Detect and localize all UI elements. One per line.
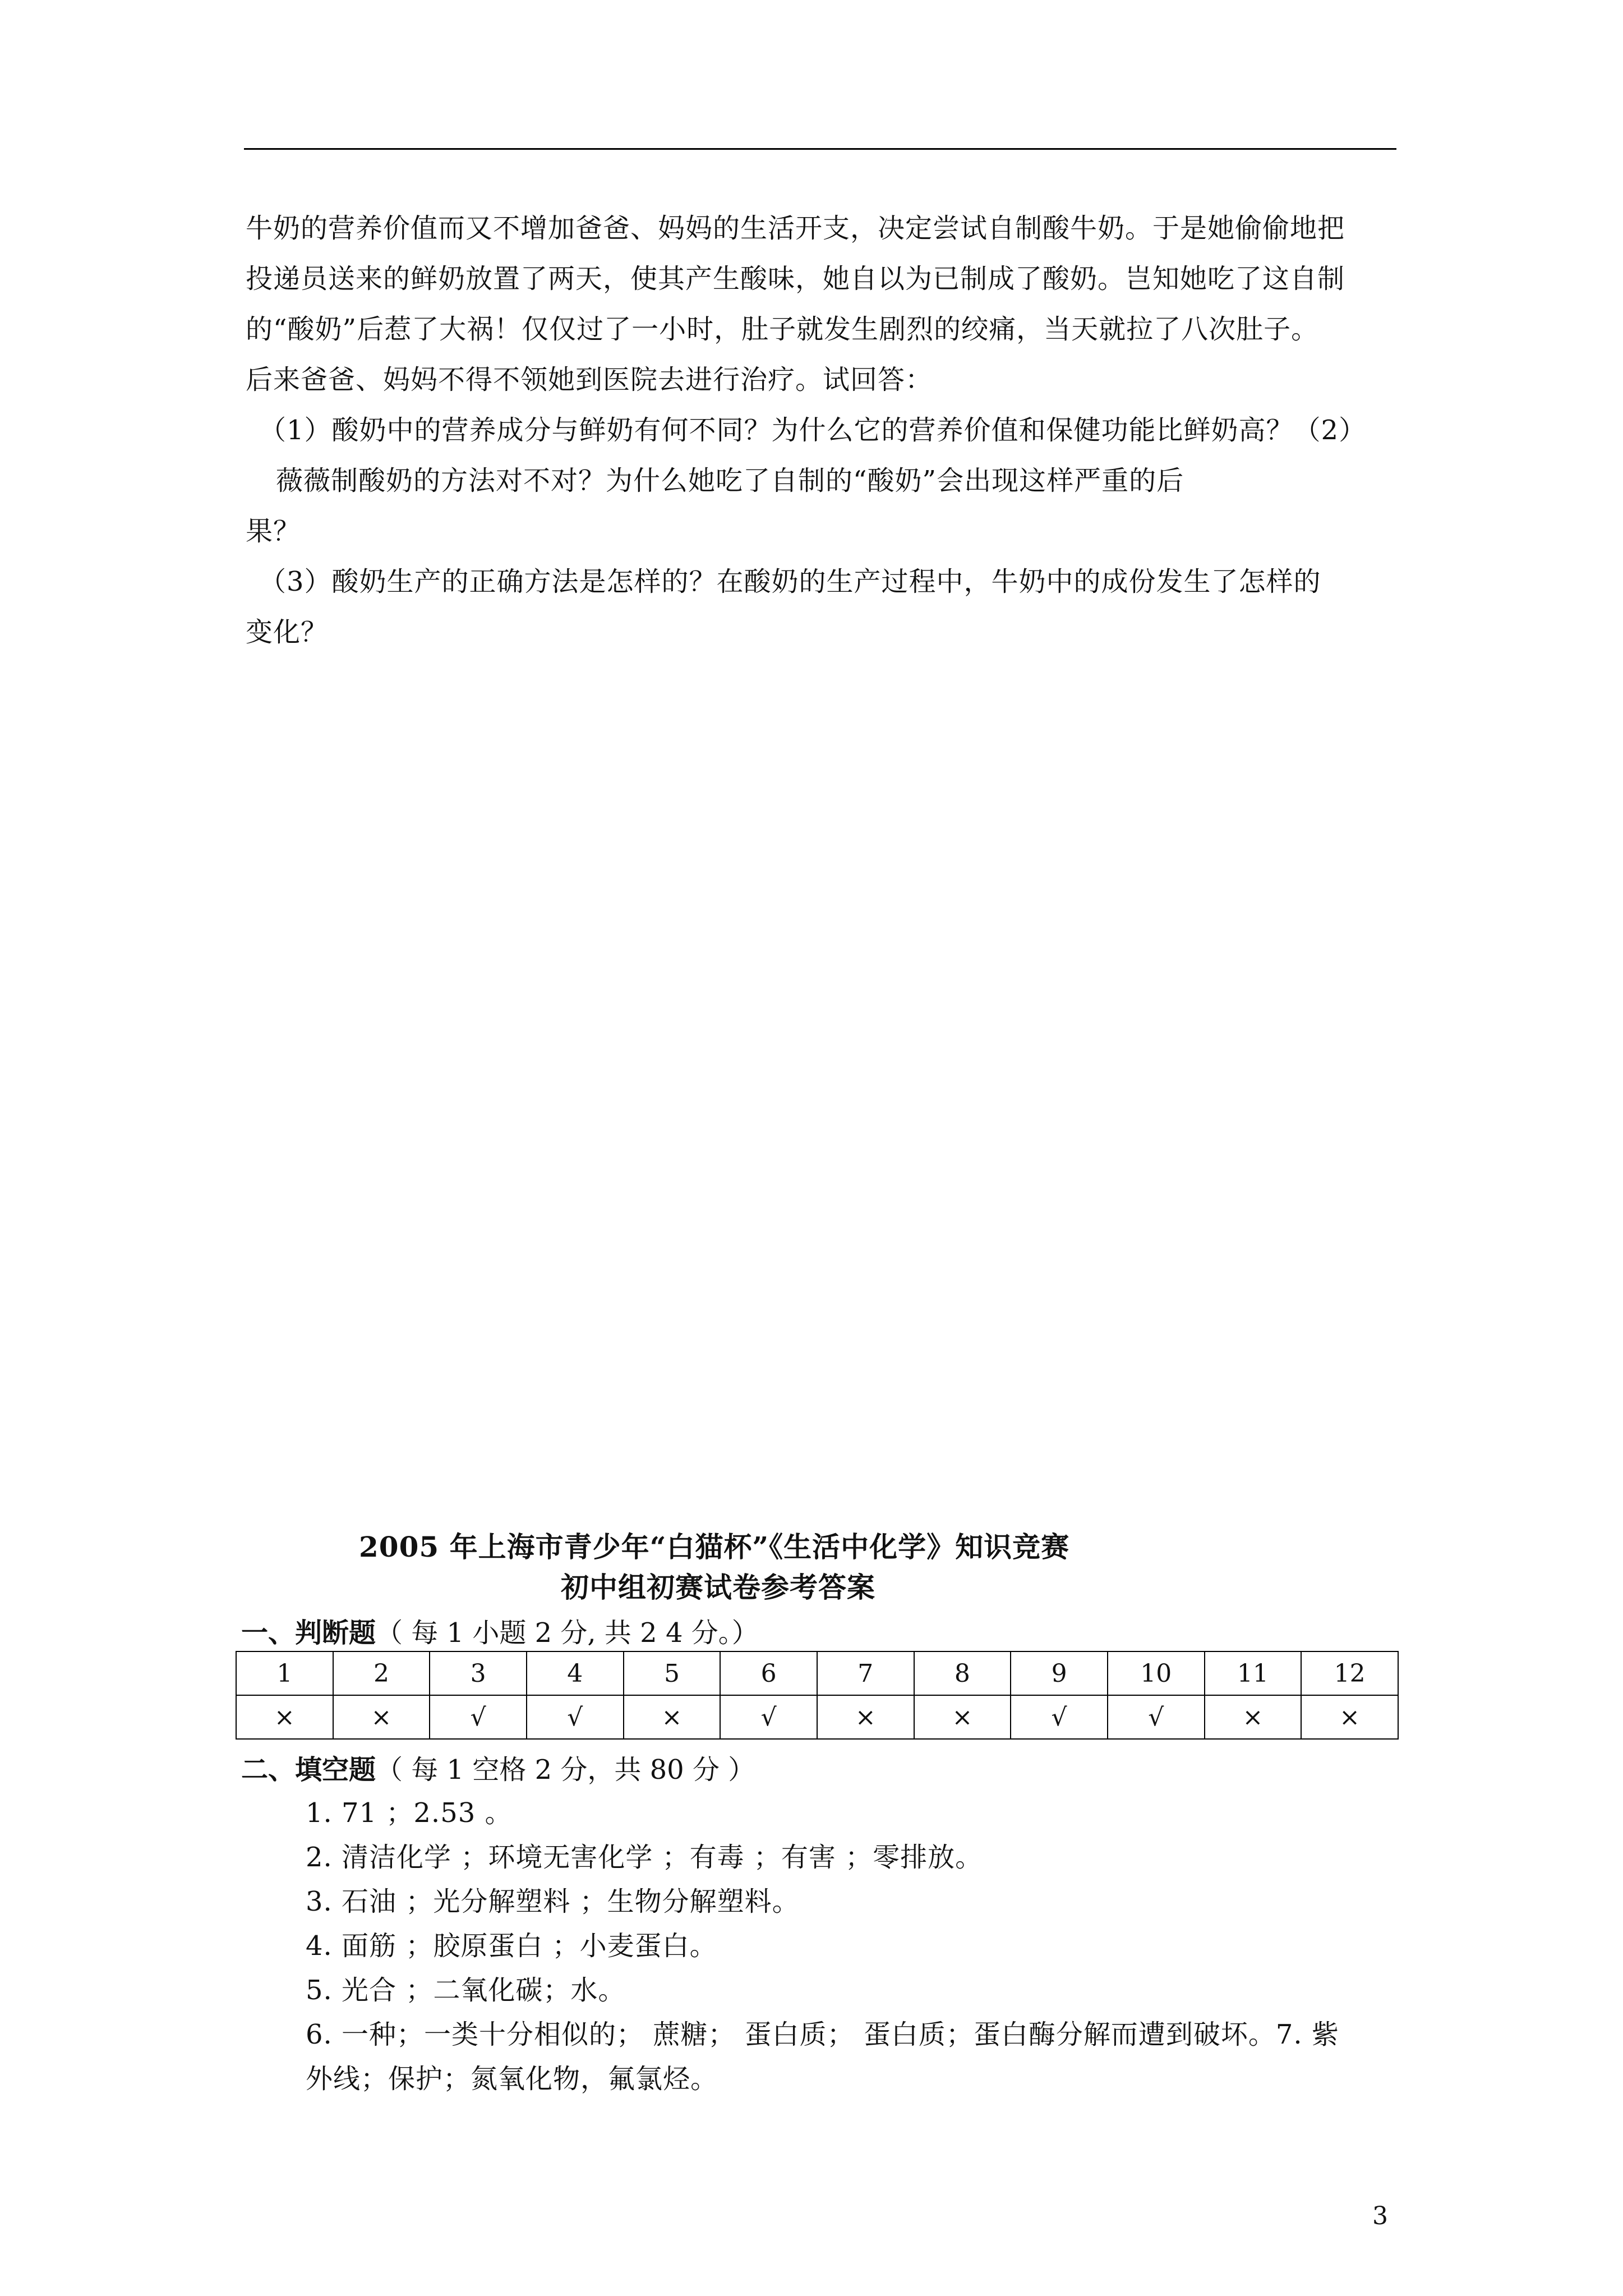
section-2-note: （ 每 1 空格 2 分，共 80 分 ） [376,1754,755,1786]
page-number: 3 [1372,2202,1388,2230]
table-row-answers [236,1695,1398,1739]
fill-answer-item: 1. 71 ；2.53 。 [306,1797,513,1829]
section-1-heading [241,1611,759,1650]
table-cell-number: 10 [1108,1651,1205,1695]
table-cell-number: 1 [236,1651,333,1695]
question-3-continued: 变化？ [246,616,329,648]
fill-answer-item: 外线；保护；氮氧化物，氟氯烃。 [306,2063,718,2095]
question-1: （1）酸奶中的营养成分与鲜奶有何不同？为什么它的营养价值和保健功能比鲜奶高？（2） [259,415,1367,446]
true-false-answer-table [236,1651,1399,1740]
table-cell-number: 11 [1205,1651,1302,1695]
question-2-continued: 果？ [246,516,301,547]
table-cell-answer: × [624,1695,721,1739]
fill-answer-item: 2. 清洁化学 ；环境无害化学 ；有毒 ；有害 ；零排放。 [306,1842,983,1873]
section-1-label: 一、判断题 [241,1617,376,1649]
table-cell-number: 3 [430,1651,527,1695]
fill-answer-item: 3. 石油 ；光分解塑料 ；生物分解塑料。 [306,1886,800,1917]
fill-answer-item: 6. 一种；一类十分相似的； 蔗糖； 蛋白质； 蛋白质；蛋白酶分解而遭到破坏。7. 紫 [306,2019,1339,2050]
table-cell-answer: √ [1108,1695,1205,1739]
passage-line-4: 后来爸爸、妈妈不得不领她到医院去进行治疗。试回答： [246,364,933,395]
answer-key-subtitle: 初中组初赛试卷参考答案 [561,1571,875,1604]
table-cell-answer: × [1205,1695,1302,1739]
table-cell-number: 4 [527,1651,624,1695]
answer-key-title: 2005 年上海市青少年“白猫杯”《生活中化学》知识竞赛 [359,1530,1070,1563]
table-cell-answer: × [1301,1695,1398,1739]
section-1-note: （ 每 1 小题 2 分, 共 2 4 分。） [376,1617,759,1649]
table-cell-answer: √ [1011,1695,1108,1739]
question-3: （3）酸奶生产的正确方法是怎样的？在酸奶的生产过程中，牛奶中的成份发生了怎样的 [259,566,1321,597]
table-cell-answer: √ [720,1695,817,1739]
table-cell-number: 2 [333,1651,430,1695]
question-2: 薇薇制酸奶的方法对不对？为什么她吃了自制的“酸奶”会出现这样严重的后 [276,465,1184,496]
passage-line-2: 投递员送来的鲜奶放置了两天，使其产生酸味，她自以为已制成了酸奶。岂知她吃了这自制 [246,263,1345,295]
table-cell-number: 6 [720,1651,817,1695]
table-cell-answer: √ [430,1695,527,1739]
passage-line-3: 的“酸奶”后惹了大祸！仅仅过了一小时，肚子就发生剧烈的绞痛，当天就拉了八次肚子。 [246,314,1319,345]
fill-answer-item: 4. 面筋 ；胶原蛋白 ；小麦蛋白。 [306,1930,717,1962]
table-cell-answer: × [817,1695,914,1739]
table-row-numbers [236,1651,1398,1695]
section-2-heading [241,1748,755,1787]
section-2-label: 二、填空题 [241,1754,376,1786]
table-cell-number: 12 [1301,1651,1398,1695]
table-cell-number: 7 [817,1651,914,1695]
table-cell-number: 5 [624,1651,721,1695]
table-cell-answer: × [914,1695,1011,1739]
table-cell-answer: × [333,1695,430,1739]
table-cell-number: 9 [1011,1651,1108,1695]
table-cell-number: 8 [914,1651,1011,1695]
passage-line-1: 牛奶的营养价值而又不增加爸爸、妈妈的生活开支，决定尝试自制酸牛奶。于是她偷偷地把 [246,213,1345,244]
fill-answer-item: 5. 光合 ；二氧化碳；水。 [306,1975,626,2006]
table-cell-answer: × [236,1695,333,1739]
header-rule [244,148,1396,150]
table-cell-answer: √ [527,1695,624,1739]
